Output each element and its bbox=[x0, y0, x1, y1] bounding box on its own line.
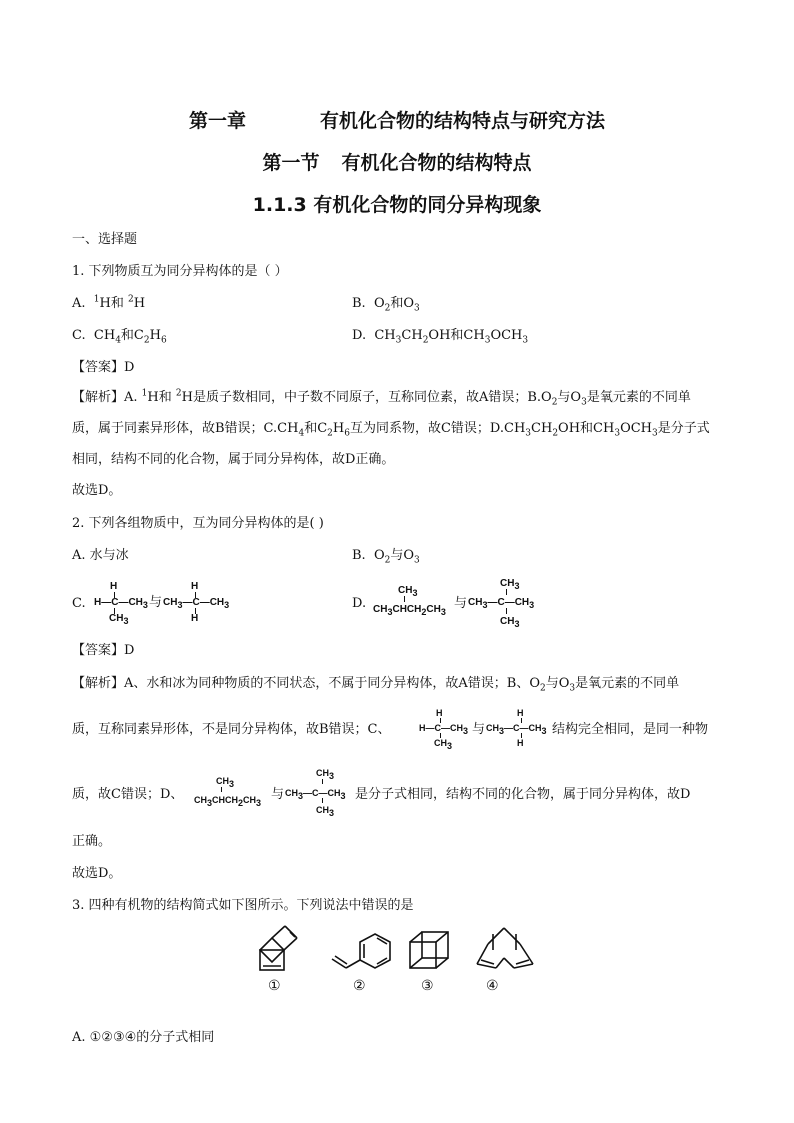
q2-explanation-line2-b: 结构完全相同，是同一种物 bbox=[552, 722, 709, 737]
q3-label-2: ② bbox=[353, 978, 366, 994]
lesson-heading: 1.1.3 有机化合物的同分异构现象 bbox=[252, 194, 542, 216]
q2-option-a: A. 水与冰 bbox=[72, 548, 129, 563]
chapter-title: 有机化合物的结构特点与研究方法 bbox=[320, 110, 606, 132]
q2-explanation-line1: 【解析】A、水和冰为同种物质的不同状态，不属于同分异构体，故A错误；B、$O_2$与$O_3$是氧元素的不同单 bbox=[72, 676, 680, 694]
q1-option-d: D. $CH_3CH_2OH$和$CH_3OCH_3$ bbox=[352, 328, 529, 346]
section-heading bbox=[0, 148, 794, 175]
q1-stem: 1. 下列物质互为同分异构体的是（ ） bbox=[72, 264, 288, 279]
q2-answer: 【答案】D bbox=[72, 643, 135, 658]
q1-choose: 故选D。 bbox=[72, 483, 122, 498]
q2-explanation-line3-b: 是分子式相同，结构不同的化合物，属于同分异构体，故D bbox=[355, 787, 691, 802]
q3-structures-figure bbox=[250, 922, 550, 996]
q2-explanation-line4: 正确。 bbox=[72, 834, 112, 849]
q2-explanation-line3-a: 质，故C错误；D、 bbox=[72, 787, 184, 802]
q2-choose: 故选D。 bbox=[72, 866, 122, 881]
q2-stem: 2. 下列各组物质中，互为同分异构体的是( ) bbox=[72, 516, 324, 531]
section-title: 有机化合物的结构特点 bbox=[341, 152, 532, 174]
part-title: 一、选择题 bbox=[72, 232, 138, 247]
chapter-label: 第一章 bbox=[188, 110, 246, 132]
q1-option-a: A. $^1$H和 $^2$H bbox=[72, 294, 146, 311]
q2-option-d-label: D. bbox=[352, 596, 367, 611]
q1-answer: 【答案】D bbox=[72, 360, 135, 375]
q3-label-4: ④ bbox=[486, 978, 499, 994]
q2-option-b: B. $O_2$与$O_3$ bbox=[352, 548, 420, 566]
q1-explanation-line2: 质，属于同素异形体，故B错误；$C.CH_4$和$C_2H_6$互为同系物，故C错误；$D.CH_3CH_2OH$和$CH_3OCH_3$是分子式 bbox=[72, 421, 710, 439]
q3-stem: 3. 四种有机物的结构简式如下图所示。下列说法中错误的是 bbox=[72, 898, 414, 913]
q2-option-c-label: C. bbox=[72, 596, 86, 611]
q1-option-b: B. $O_2$和$O_3$ bbox=[352, 296, 420, 314]
q1-option-c: C. $CH_4$和$C_2H_6$ bbox=[72, 328, 167, 346]
section-label: 第一节 bbox=[262, 152, 320, 174]
chapter-heading bbox=[0, 106, 794, 133]
q3-label-3: ③ bbox=[421, 978, 434, 994]
q1-explanation-line3: 相同，结构不同的化合物，属于同分异构体，故D正确。 bbox=[72, 452, 395, 467]
q3-label-1: ① bbox=[268, 978, 281, 994]
q2-explanation-line2-a: 质，互称同素异形体，不是同分异构体，故B错误；C、 bbox=[72, 722, 391, 737]
q1-explanation-line1: 【解析】A. $^1$H和 $^2$H是质子数相同，中子数不同原子，互称同位素，故A错误；$B.O_2$与$O_3$是氧元素的不同单 bbox=[72, 388, 691, 408]
q3-option-a: A. ①②③④的分子式相同 bbox=[72, 1030, 215, 1045]
